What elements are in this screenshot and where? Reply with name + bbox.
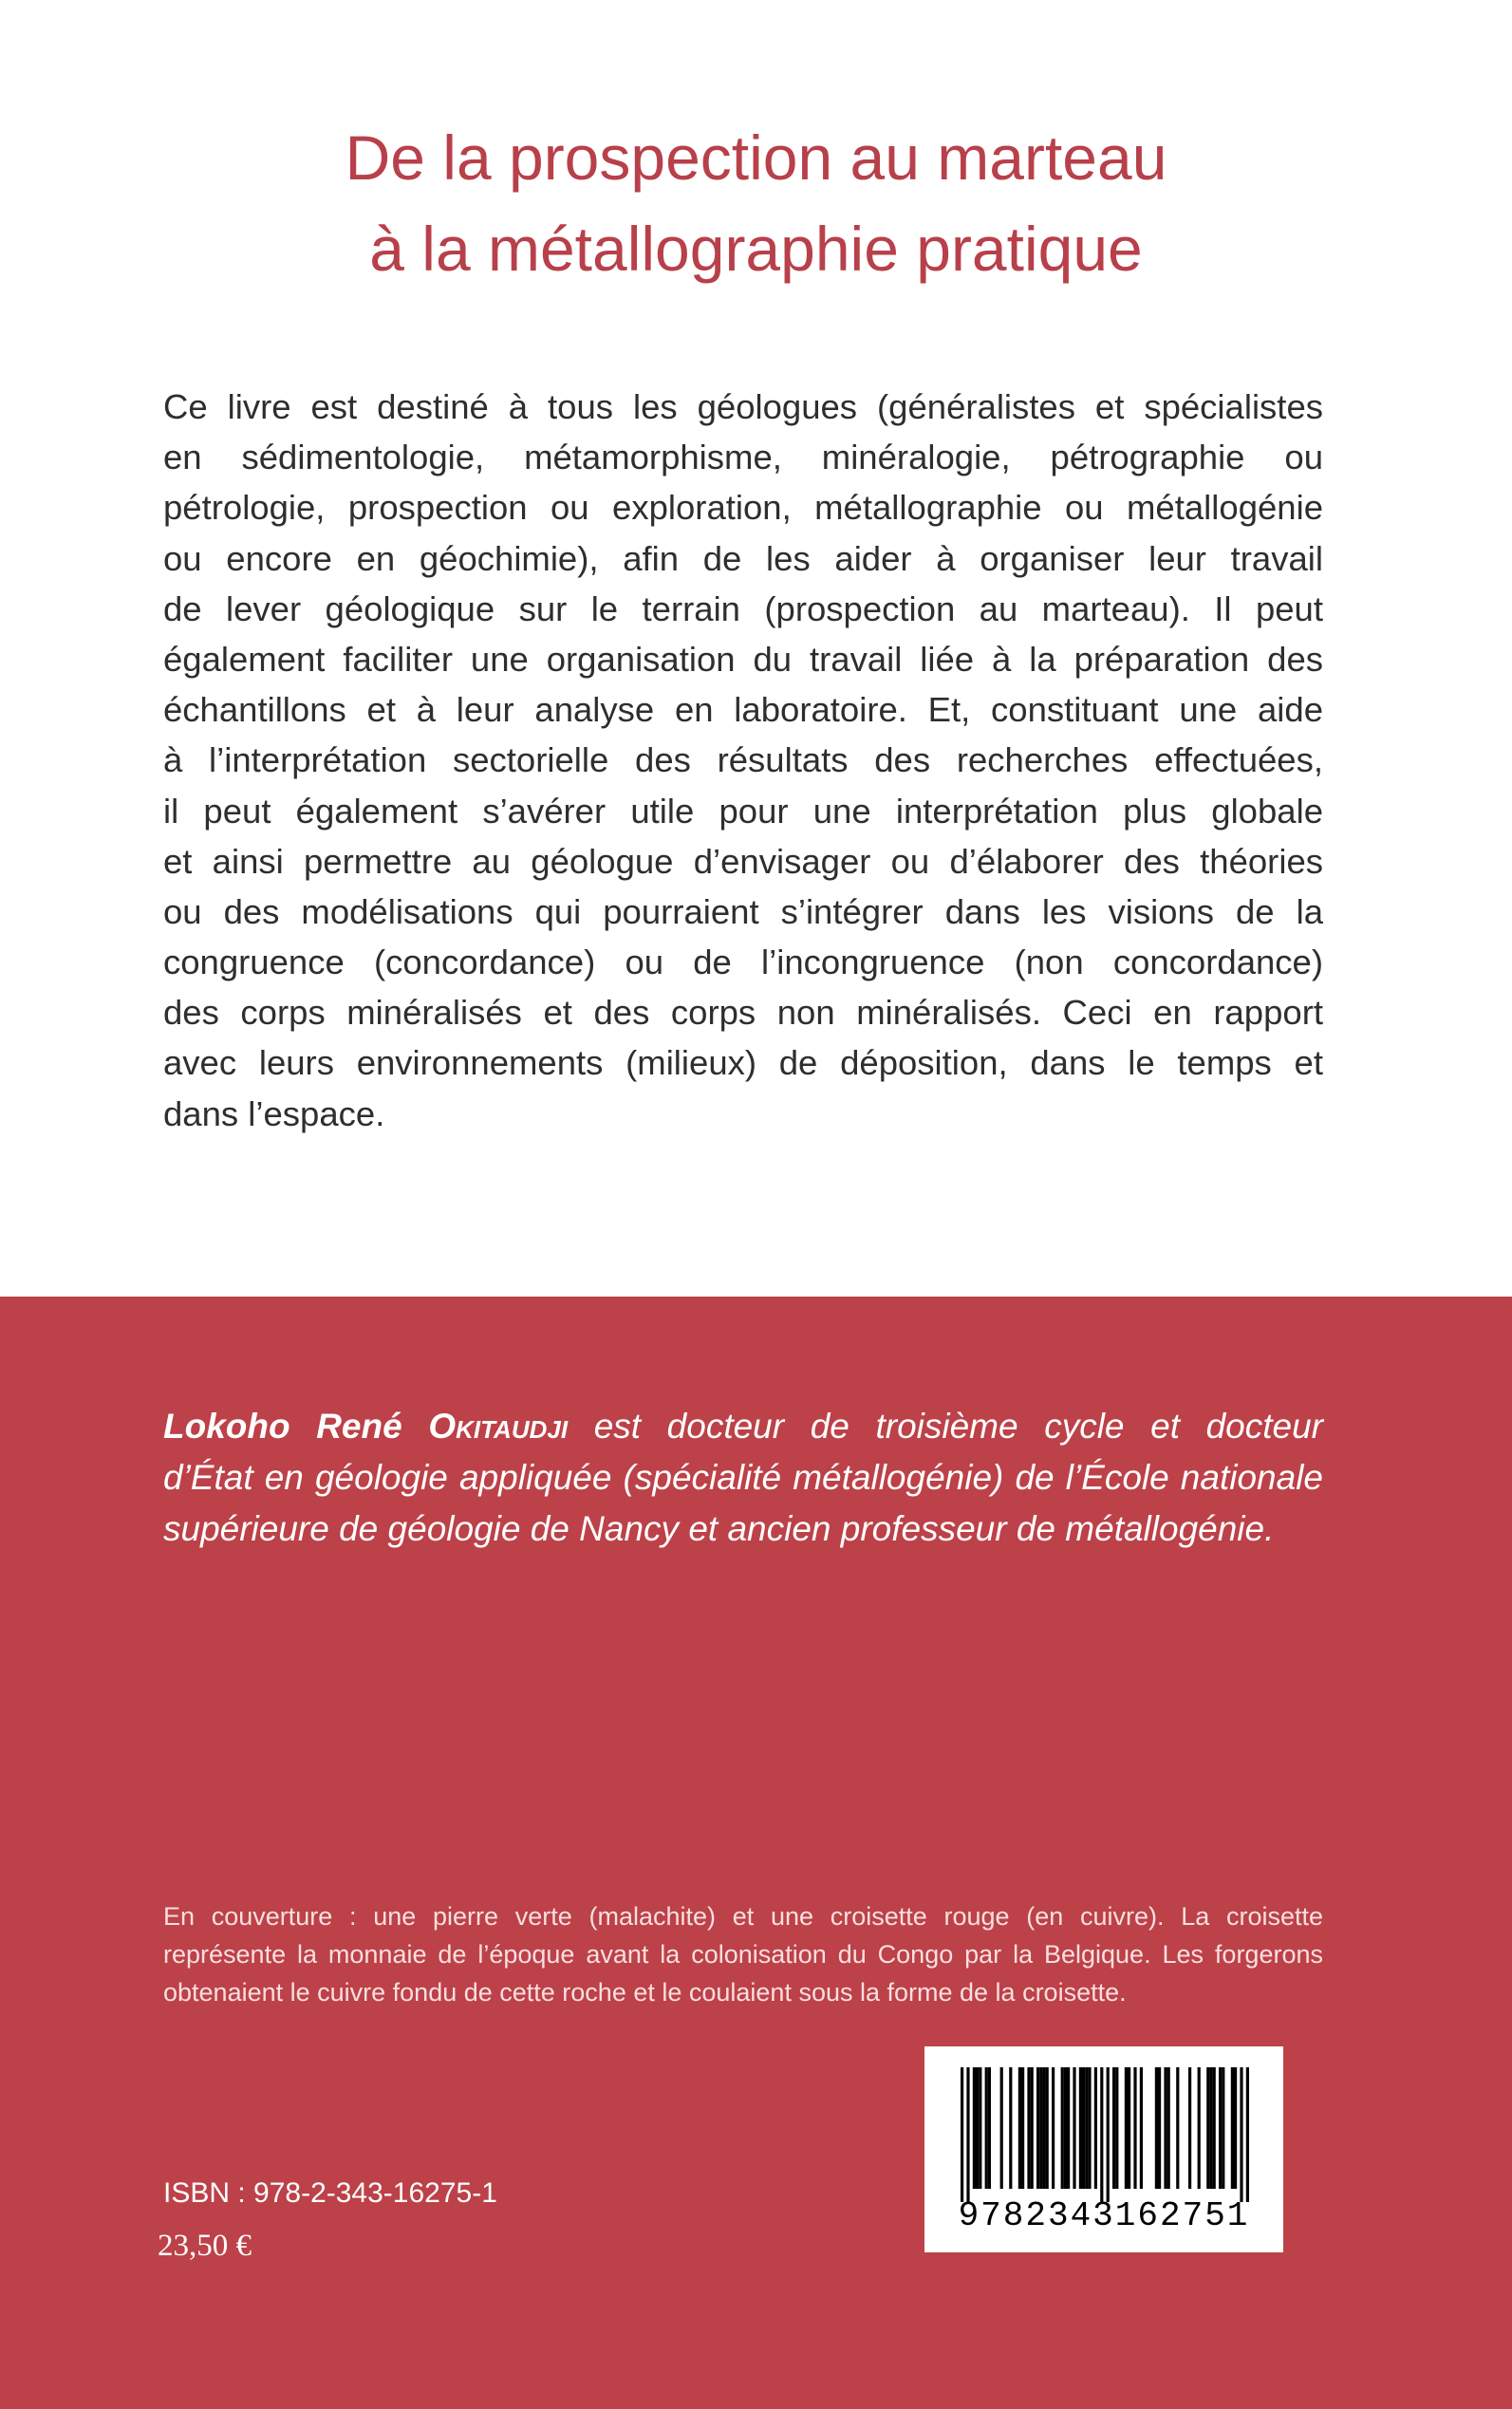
barcode-bar xyxy=(1085,2067,1088,2189)
summary-line: avec leurs environnements (milieux) de déposition, dans le temps et xyxy=(163,1043,1323,1083)
summary-line: ou encore en géochimie), afin de les aider à organiser leur travail xyxy=(163,538,1323,578)
barcode-bar xyxy=(1009,2067,1012,2189)
book-title xyxy=(0,112,1512,294)
barcode-bar xyxy=(1133,2067,1136,2189)
barcode-bar xyxy=(1240,2067,1242,2202)
cover-caption xyxy=(163,1897,1323,2011)
summary-line: de lever géologique sur le terrain (prospection au marteau). Il peut xyxy=(163,588,1323,628)
barcode-bar xyxy=(1246,2067,1249,2202)
bio-line: d’État en géologie appliquée (spécialité métallogénie) de l’École nationale xyxy=(163,1458,1323,1497)
barcode-bar xyxy=(1031,2067,1034,2189)
barcode-bar xyxy=(976,2067,979,2189)
caption-line: En couverture : une pierre verte (malachite) et une croisette rouge (en cuivre). La croisette xyxy=(163,1902,1323,1931)
author-first-name: Lokoho René xyxy=(163,1407,402,1446)
barcode-bar xyxy=(1231,2067,1234,2189)
barcode-bar xyxy=(1082,2067,1085,2189)
barcode-bar xyxy=(1158,2067,1161,2189)
barcode-bar xyxy=(1061,2067,1064,2189)
barcode-bar xyxy=(1052,2067,1055,2189)
barcode-number: 9782343162751 xyxy=(958,2196,1250,2235)
barcode-bar xyxy=(1115,2067,1118,2189)
barcode-bar xyxy=(1027,2067,1030,2189)
barcode xyxy=(924,2046,1283,2252)
barcode-bar xyxy=(1125,2067,1128,2189)
barcode-bar xyxy=(1209,2067,1212,2189)
bio-line-1-text: est docteur de troisième cycle et docteur xyxy=(593,1407,1324,1446)
summary-line: en sédimentologie, métamorphisme, minéralogie, pétrographie ou xyxy=(163,438,1323,477)
isbn-label: ISBN : 978-2-343-16275-1 xyxy=(163,2177,497,2209)
barcode-bar xyxy=(1073,2067,1075,2189)
barcode-bar xyxy=(1000,2067,1003,2189)
summary-line: pétrologie, prospection ou exploration, métallographie ou métallogénie xyxy=(163,488,1323,528)
barcode-bar xyxy=(1176,2067,1179,2189)
author-last-name: Okitaudji xyxy=(428,1407,569,1446)
barcode-bar xyxy=(1167,2067,1170,2189)
caption-line: représente la monnaie de l’époque avant la colonisation du Congo par la Belgique. Les forgerons xyxy=(163,1940,1323,1969)
barcode-bar xyxy=(1198,2067,1201,2189)
barcode-bar xyxy=(1018,2067,1021,2189)
barcode-bar xyxy=(1164,2067,1167,2189)
barcode-bar xyxy=(1036,2067,1039,2189)
barcode-bar xyxy=(1188,2067,1191,2189)
barcode-bar xyxy=(1100,2067,1103,2202)
summary-line: dans l’espace. xyxy=(163,1093,385,1133)
summary-line: également faciliter une organisation du travail liée à la préparation des xyxy=(163,639,1323,679)
barcode-bar xyxy=(1067,2067,1070,2189)
barcode-bar xyxy=(1046,2067,1049,2189)
barcode-bar xyxy=(1079,2067,1082,2189)
summary-line: il peut également s’avérer utile pour une interprétation plus globale xyxy=(163,791,1323,831)
barcode-bar xyxy=(1112,2067,1115,2189)
summary-line: des corps minéralisés et des corps non minéralisés. Ceci en rapport xyxy=(163,993,1323,1033)
barcode-bar xyxy=(1219,2067,1222,2189)
barcode-bar xyxy=(1213,2067,1216,2189)
barcode-bar xyxy=(1222,2067,1224,2189)
barcode-bar xyxy=(1064,2067,1067,2189)
summary-line: congruence (concordance) ou de l’incongruence (non concordance) xyxy=(163,943,1323,982)
title-line-2: à la métallographie pratique xyxy=(369,214,1143,284)
barcode-bar xyxy=(1107,2067,1110,2202)
barcode-bar xyxy=(1039,2067,1042,2189)
barcode-bar xyxy=(1140,2067,1143,2189)
summary-line: et ainsi permettre au géologue d’envisager ou d’élaborer des théories xyxy=(163,841,1323,881)
author-bio xyxy=(163,1401,1323,1555)
summary-line: ou des modélisations qui pourraient s’intégrer dans les visions de la xyxy=(163,891,1323,931)
barcode-bar xyxy=(973,2067,976,2189)
summary-line: Ce livre est destiné à tous les géologues (généralistes et spécialistes xyxy=(163,387,1323,426)
barcode-bar xyxy=(1094,2067,1097,2189)
barcode-bar xyxy=(961,2067,963,2202)
barcode-bar xyxy=(1155,2067,1158,2189)
barcode-bar xyxy=(1206,2067,1209,2189)
summary-line: échantillons et à leur analyse en laboratoire. Et, constituant une aide xyxy=(163,690,1323,730)
book-summary xyxy=(163,382,1323,1139)
caption-line: obtenaient le cuivre fondu de cette roche et le coulaient sous la forme de la croisette. xyxy=(163,1978,1127,2007)
barcode-bar xyxy=(979,2067,981,2189)
barcode-bar xyxy=(1088,2067,1091,2189)
bio-line xyxy=(163,1401,1323,1452)
lower-red-band xyxy=(0,1297,1512,2409)
bio-line: supérieure de géologie de Nancy et ancien professeur de métallogénie. xyxy=(163,1509,1275,1548)
barcode-bar xyxy=(1021,2067,1024,2189)
price-label: 23,50 € xyxy=(158,2229,252,2263)
barcode-bar xyxy=(1234,2067,1237,2189)
barcode-bar xyxy=(988,2067,991,2189)
barcode-bar xyxy=(985,2067,988,2189)
barcode-bar xyxy=(1128,2067,1130,2189)
title-line-1: De la prospection au marteau xyxy=(345,122,1167,193)
summary-line: à l’interprétation sectorielle des résultats des recherches effectuées, xyxy=(163,740,1323,780)
barcode-bar xyxy=(966,2067,969,2202)
barcode-bar xyxy=(1042,2067,1045,2189)
